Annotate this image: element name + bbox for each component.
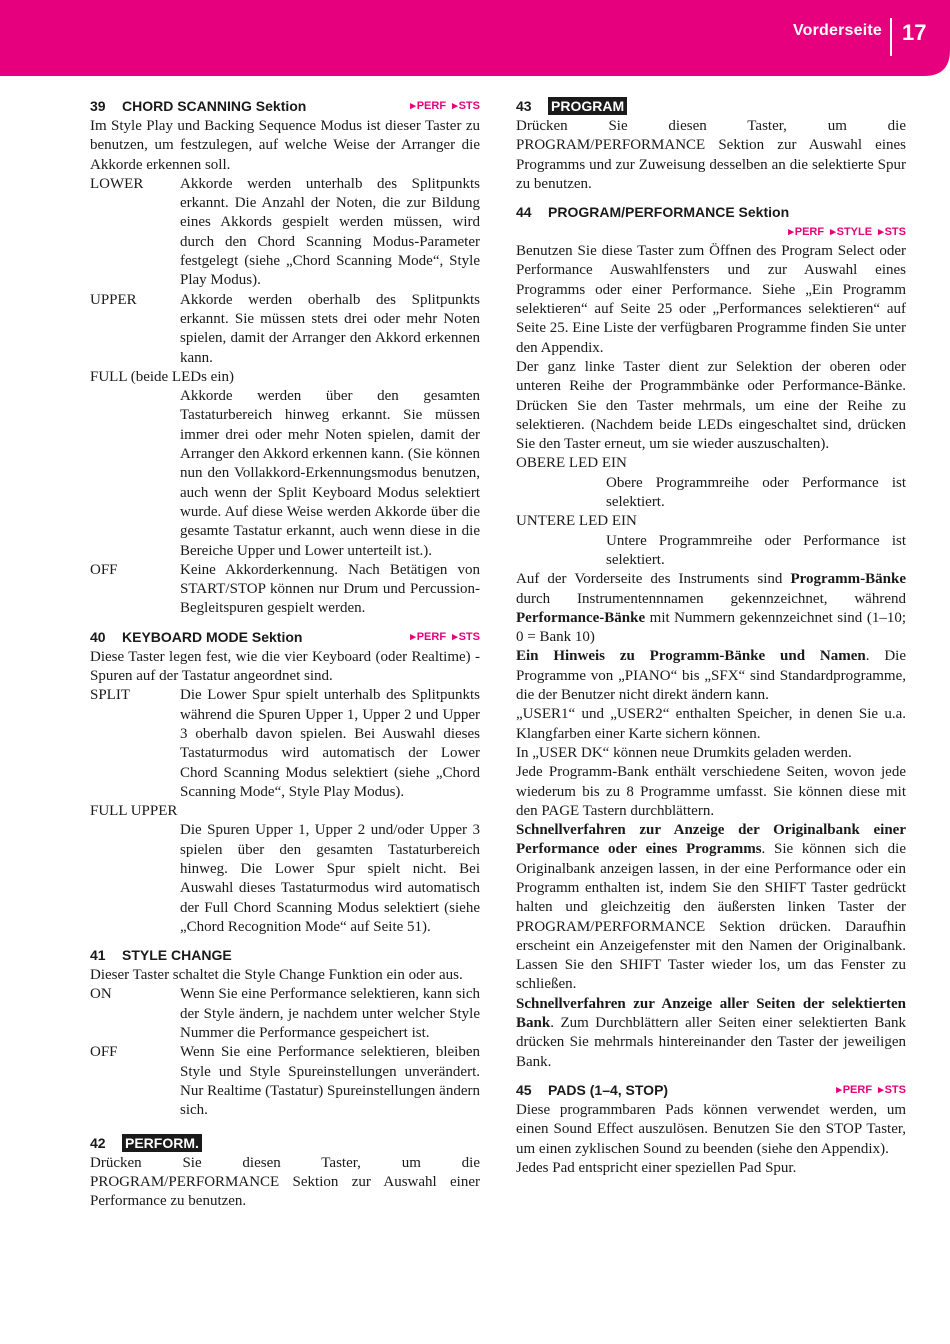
mode-tags: ▸ PERF▸ STS [830,1080,906,1101]
term: SPLIT [90,687,131,704]
mode-tags: ▸ PERF▸ STYLE▸ STS [516,223,906,242]
button-label-program: PROGRAM [548,97,627,115]
section-heading-40: 40 KEYBOARD MODE Sektion ▸ PERF▸ STS [90,627,480,648]
term: UNTERE LED EIN [516,513,637,530]
term: LOWER [90,175,144,192]
paragraph: Jede Programm-Bank enthält verschiedene Seiten, wovon jede wiederum bis zu 8 Programme umfasst. Sie können diese mit den PAGE Tastern durchblättern. [516,764,906,819]
definition-item [90,561,480,619]
paragraph: „USER1“ und „USER2“ enthalten Speicher, in denen Sie u.a. Klangfarben einer Karte sichern können. [516,706,906,742]
right-column [516,96,906,1178]
definition-item [516,454,906,512]
description: Akkorde werden oberhalb des Splitpunkts erkannt. Sie müssen stets drei oder mehr Noten spielen, damit der Arranger den Akkord erkennen kann. [180,291,480,366]
description: Keine Akkorderkennung. Nach Betätigen von START/STOP können nur Drum und Percussion-Begleitspuren gespielt werden. [180,561,480,617]
definition-item [90,1043,480,1120]
term: ON [90,986,112,1003]
description: Akkorde werden unterhalb des Splitpunkts erkannt. Die Anzahl der Noten, die zur Bildung eines Akkords gespielt werden müssen, wird durch den Chord Scanning Modus-Parameter festgelegt (siehe „Chord Scanning Mode“, Style Play Modus). [180,175,480,289]
description: Die Spuren Upper 1, Upper 2 und/oder Upper 3 spielen über den gesamten Tastaturbereich hinweg. Die Lower Spur spielt nicht. Bei Auswahl dieses Tastaturmodus wird automatisch der Full Chord Scanning Modus selektiert (siehe „Chord Recognition Mode“ auf Seite 51). [180,822,480,935]
term: FULL (beide LEDs ein) [90,368,234,385]
description: Untere Programmreihe oder Performance ist selektiert. [606,532,906,568]
term: OFF [90,1044,118,1061]
section-heading-45: 45 PADS (1–4, STOP) ▸ PERF▸ STS [516,1080,906,1101]
definition-item [90,291,480,368]
paragraph: In „USER DK“ können neue Drumkits geladen werden. [516,744,852,761]
mode-tags: ▸ PERF▸ STS [404,96,480,117]
paragraph: Drücken Sie diesen Taster, um die PROGRAM/PERFORMANCE Sektion zur Auswahl einer Performance zu benutzen. [90,1154,480,1210]
term: FULL UPPER [90,803,178,820]
section-heading-41: 41 STYLE CHANGE [90,947,232,964]
section-title: Vorderseite [792,22,882,39]
paragraph: Ein Hinweis zu Programm-Bänke und Namen. Die Programme von „PIANO“ bis „SFX“ sind Standardprogramme, die der Benutzer nicht direkt ändern kann. [516,648,906,704]
section-heading-39: 39 CHORD SCANNING Sektion ▸ PERF▸ STS [90,96,480,117]
description: Die Lower Spur spielt unterhalb des Splitpunkts während die Spuren Upper 1, Upper 2 und Upper 3 oberhalb davon spielen. Bei Auswahl dieses Tastaturmodus wird automatisch der Lower Chord Scanning Modus selektiert (siehe „Chord Scanning Mode“, Style Play Modus). [180,687,480,800]
paragraph: Dieser Taster schaltet die Style Change Funktion ein oder aus. [90,967,463,984]
paragraph: Auf der Vorderseite des Instruments sind Programm-Bänke durch Instrumentennnamen gekennzeichnet, während Performance-Bänke mit Nummern gekennzeichnet sind (1–10; 0 = Bank 10) [516,571,906,646]
term: OFF [90,561,118,578]
section-heading-43: 43 PROGRAM [516,96,906,117]
paragraph: Schnellverfahren zur Anzeige aller Seiten der selektierten Bank. Zum Durchblättern aller Seiten einer selektierten Bank drücken Sie mehrmals hintereinander den Taster der jeweiligen Bank. [516,995,906,1070]
definition-item [90,802,480,937]
paragraph: Benutzen Sie diese Taster zum Öffnen des Program Select oder Performance Auswahlfensters und zur Auswahl eines Programms oder einer Performance. Siehe „Ein Programm selektieren“ auf Seite 25 oder „Performances selektieren“ auf Seite 25. Eine Liste der verfügbaren Programme finden Sie unter den Appendix. [516,243,906,356]
page-header [0,0,950,76]
mode-tags: ▸ PERF▸ STS [404,627,480,648]
definition-item [90,985,480,1043]
paragraph: Im Style Play und Backing Sequence Modus ist dieser Taster zu benutzen, um festzulegen, auf welche Weise der Arranger die Akkorde erkennen soll. [90,118,480,173]
description: Wenn Sie eine Performance selektieren, bleiben Style und Style Spureinstellungen unverändert. Nur Realtime (Tastatur) Spureinstellungen ändern sich. [180,1044,480,1119]
paragraph: Schnellverfahren zur Anzeige der Originalbank einer Performance oder eines Programms. Sie können sich die Originalbank anzeigen lassen, in der eine Performance oder ein Programm enthalten ist, indem Sie den SHIFT Taster gedrückt halten und gleichzeitig den äußersten linken Taster der PROGRAM/PERFORMANCE Sektion drücken. Daraufhin erscheint ein Anzeigefenster mit den Namen der Originalbank. Lassen Sie den SHIFT Taster wieder los, um das Fenster zu schließen. [516,822,906,993]
paragraph: Der ganz linke Taster dient zur Selektion der oberen oder unteren Reihe der Programmbänke oder Performance-Bänke. Drücken Sie den Taster mehrmals, um eine der Reihe zu selektieren. (Nachdem beide LEDs eingeschaltet sind, drücken Sie den Taster erneut, um sie wieder auszuschalten). [516,358,906,453]
definition-item [90,368,480,561]
paragraph: Diese programmbaren Pads können verwendet werden, um einen Sound Effect auszulösen. Benutzen Sie den STOP Taster, um einen zyklischen Sound zu beenden (siehe den Appendix). [516,1101,906,1157]
paragraph: Drücken Sie diesen Taster, um die PROGRAM/PERFORMANCE Sektion zur Auswahl eines Programms und zur Zuweisung desselben an die selektierte Spur zu benutzen. [516,118,906,192]
term: OBERE LED EIN [516,455,627,472]
section-heading-42: 42 PERFORM. [90,1133,480,1154]
description: Obere Programmreihe oder Performance ist selektiert. [606,474,906,511]
header-divider [890,18,892,56]
paragraph: Diese Taster legen fest, wie die vier Keyboard (oder Realtime) -Spuren auf der Tastatur angeordnet sind. [90,648,480,685]
term: UPPER [90,291,137,308]
page-number: 17 [902,20,927,45]
section-heading-44: 44 PROGRAM/PERFORMANCE Sektion [516,204,790,221]
definition-item [90,175,480,291]
definition-item [90,686,480,802]
button-label-perform: PERFORM. [122,1134,202,1152]
description: Akkorde werden über den gesamten Tastaturbereich hinweg erkannt. Sie müssen immer drei oder mehr Noten spielen, damit der Arranger den Akkord erkennen kann. (Sie können nun den Vollakkord-Erkennungsmodus benutzen, auch wenn der Split Keyboard Modus selektiert wurde. Auf diese Weise werden Akkorde über die gesamte Tastatur erkannt, auch wenn diese in die Bereiche Upper und Lower unterteilt ist.). [180,388,480,559]
description: Wenn Sie eine Performance selektieren, kann sich der Style ändern, je nachdem unter welcher Style Nummer die Performance gespeichert ist. [180,986,480,1042]
definition-item [516,512,906,570]
left-column [90,96,480,1211]
paragraph: Jedes Pad entspricht einer speziellen Pad Spur. [516,1159,797,1176]
